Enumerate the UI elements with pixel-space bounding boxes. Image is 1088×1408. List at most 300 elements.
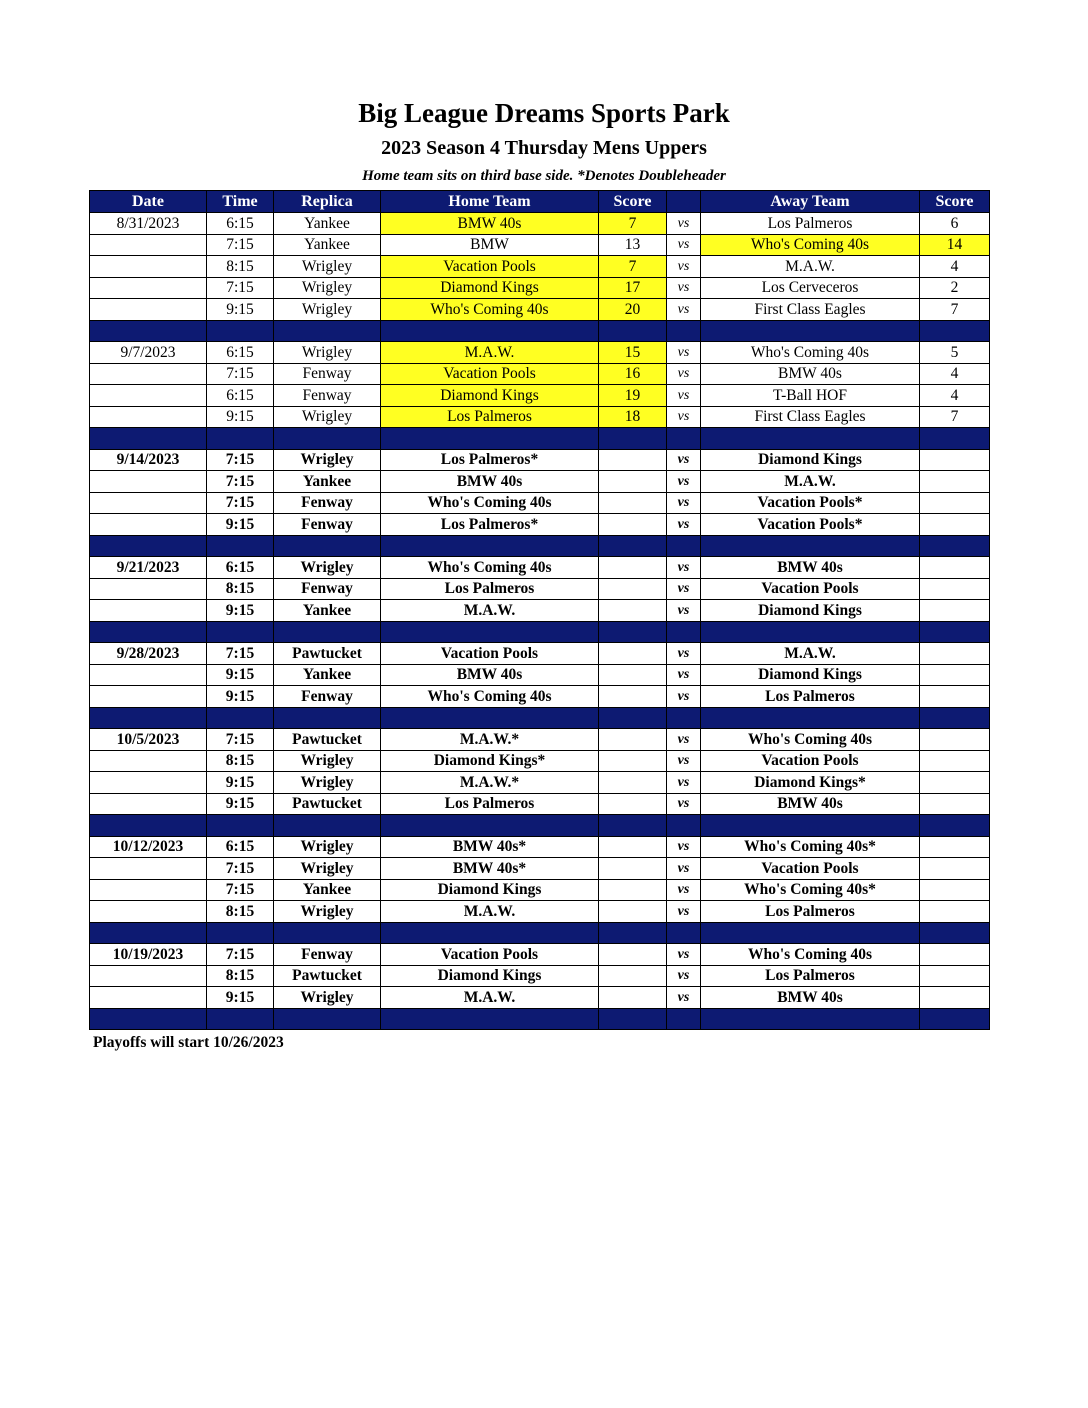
time-cell: 9:15 [207,664,274,686]
vs-cell: vs [667,277,701,299]
separator-cell [599,320,667,342]
away-team-cell: Who's Coming 40s* [701,879,920,901]
schedule-table [89,190,990,1030]
time-cell: 7:15 [207,234,274,256]
table-row [90,299,990,321]
time-cell: 7:15 [207,363,274,385]
home-team-cell: Los Palmeros* [381,514,599,536]
away-team-cell: BMW 40s [701,793,920,815]
separator-cell [599,922,667,944]
replica-cell: Yankee [274,234,381,256]
separator-cell [920,320,990,342]
time-cell: 8:15 [207,965,274,987]
home-team-cell: M.A.W. [381,600,599,622]
page-title: Big League Dreams Sports Park [358,98,730,128]
separator-cell [90,320,207,342]
date-cell [90,686,207,708]
home-team-cell: Diamond Kings [381,879,599,901]
time-cell: 6:15 [207,557,274,579]
replica-cell: Fenway [274,578,381,600]
replica-cell: Yankee [274,664,381,686]
table-row [90,514,990,536]
vs-cell: vs [667,686,701,708]
separator-cell [207,815,274,837]
replica-cell: Yankee [274,879,381,901]
table-header-row [90,191,990,213]
replica-cell: Wrigley [274,277,381,299]
home-score-cell [599,557,667,579]
separator-cell [207,621,274,643]
home-team-cell: Diamond Kings* [381,750,599,772]
home-score-cell [599,492,667,514]
separator-cell [920,428,990,450]
away-score-cell [920,858,990,880]
time-cell: 9:15 [207,600,274,622]
away-score-cell [920,514,990,536]
week-separator-row [90,428,990,450]
separator-cell [207,922,274,944]
time-cell: 9:15 [207,299,274,321]
time-cell: 7:15 [207,879,274,901]
separator-cell [599,707,667,729]
home-score-cell [599,836,667,858]
date-cell [90,256,207,278]
table-row [90,944,990,966]
table-row [90,578,990,600]
replica-cell: Wrigley [274,901,381,923]
home-team-cell: Los Palmeros [381,406,599,428]
away-score-cell: 4 [920,385,990,407]
vs-cell: vs [667,299,701,321]
date-cell: 9/28/2023 [90,643,207,665]
home-score-cell [599,987,667,1009]
home-score-cell [599,965,667,987]
away-team-cell: M.A.W. [701,643,920,665]
vs-cell: vs [667,879,701,901]
col-header-vs [667,191,701,213]
replica-cell: Pawtucket [274,643,381,665]
home-team-cell: Los Palmeros [381,578,599,600]
home-team-cell: Vacation Pools [381,363,599,385]
time-cell: 8:15 [207,901,274,923]
date-cell: 9/14/2023 [90,449,207,471]
time-cell: 9:15 [207,686,274,708]
separator-cell [274,428,381,450]
vs-cell: vs [667,664,701,686]
separator-cell [90,815,207,837]
home-score-cell [599,858,667,880]
date-cell [90,987,207,1009]
replica-cell: Pawtucket [274,729,381,751]
away-score-cell [920,750,990,772]
away-team-cell: Vacation Pools [701,750,920,772]
home-score-cell: 18 [599,406,667,428]
vs-cell: vs [667,965,701,987]
table-row [90,342,990,364]
table-row [90,879,990,901]
home-team-cell: BMW [381,234,599,256]
separator-cell [667,1008,701,1030]
week-separator-row [90,815,990,837]
away-team-cell: T-Ball HOF [701,385,920,407]
table-row [90,836,990,858]
vs-cell: vs [667,342,701,364]
home-score-cell: 7 [599,213,667,235]
week-separator-row [90,535,990,557]
date-cell [90,901,207,923]
vs-cell: vs [667,234,701,256]
separator-cell [667,815,701,837]
home-team-cell: M.A.W. [381,342,599,364]
replica-cell: Yankee [274,600,381,622]
away-score-cell: 4 [920,363,990,385]
separator-cell [599,815,667,837]
separator-cell [381,815,599,837]
separator-cell [274,815,381,837]
separator-cell [920,621,990,643]
page-subtitle: 2023 Season 4 Thursday Mens Uppers [381,137,707,159]
table-row [90,385,990,407]
table-row [90,729,990,751]
table-row [90,363,990,385]
vs-cell: vs [667,729,701,751]
home-team-cell: BMW 40s* [381,858,599,880]
away-score-cell: 14 [920,234,990,256]
separator-cell [701,1008,920,1030]
table-row [90,664,990,686]
vs-cell: vs [667,385,701,407]
separator-cell [701,535,920,557]
home-score-cell: 15 [599,342,667,364]
vs-cell: vs [667,600,701,622]
away-team-cell: BMW 40s [701,363,920,385]
replica-cell: Wrigley [274,406,381,428]
away-score-cell [920,492,990,514]
home-team-cell: Who's Coming 40s [381,492,599,514]
separator-cell [207,707,274,729]
separator-cell [701,707,920,729]
table-row [90,858,990,880]
away-score-cell: 4 [920,256,990,278]
separator-cell [274,922,381,944]
separator-cell [701,621,920,643]
col-header-away-team: Away Team [701,191,920,213]
separator-cell [207,320,274,342]
away-team-cell: Who's Coming 40s [701,234,920,256]
replica-cell: Fenway [274,686,381,708]
separator-cell [667,707,701,729]
vs-cell: vs [667,643,701,665]
vs-cell: vs [667,492,701,514]
date-cell [90,578,207,600]
home-team-cell: Diamond Kings [381,277,599,299]
separator-cell [274,1008,381,1030]
date-cell [90,750,207,772]
time-cell: 9:15 [207,772,274,794]
home-score-cell: 13 [599,234,667,256]
time-cell: 7:15 [207,944,274,966]
date-cell [90,406,207,428]
time-cell: 6:15 [207,342,274,364]
home-team-cell: Vacation Pools [381,643,599,665]
vs-cell: vs [667,449,701,471]
time-cell: 7:15 [207,449,274,471]
away-score-cell [920,600,990,622]
home-team-cell: BMW 40s [381,664,599,686]
replica-cell: Fenway [274,363,381,385]
date-cell [90,664,207,686]
separator-cell [920,922,990,944]
replica-cell: Wrigley [274,836,381,858]
separator-cell [274,707,381,729]
vs-cell: vs [667,858,701,880]
home-score-cell [599,772,667,794]
vs-cell: vs [667,901,701,923]
date-cell [90,965,207,987]
home-team-cell: BMW 40s [381,213,599,235]
away-score-cell [920,578,990,600]
home-score-cell: 17 [599,277,667,299]
home-score-cell [599,514,667,536]
vs-cell: vs [667,836,701,858]
separator-cell [667,621,701,643]
table-row [90,772,990,794]
vs-cell: vs [667,944,701,966]
away-team-cell: Los Palmeros [701,213,920,235]
table-row [90,643,990,665]
vs-cell: vs [667,363,701,385]
home-team-cell: M.A.W.* [381,772,599,794]
time-cell: 6:15 [207,213,274,235]
date-cell: 8/31/2023 [90,213,207,235]
separator-cell [667,535,701,557]
away-team-cell: Vacation Pools [701,578,920,600]
away-team-cell: M.A.W. [701,256,920,278]
away-score-cell [920,471,990,493]
separator-cell [701,428,920,450]
away-team-cell: Diamond Kings [701,600,920,622]
separator-cell [381,707,599,729]
home-team-cell: Diamond Kings [381,385,599,407]
home-score-cell [599,793,667,815]
date-cell [90,277,207,299]
separator-cell [599,535,667,557]
replica-cell: Wrigley [274,557,381,579]
separator-cell [920,1008,990,1030]
home-score-cell [599,686,667,708]
away-team-cell: First Class Eagles [701,406,920,428]
time-cell: 8:15 [207,750,274,772]
away-team-cell: Los Palmeros [701,901,920,923]
date-cell [90,858,207,880]
table-row [90,492,990,514]
date-cell [90,363,207,385]
away-score-cell [920,944,990,966]
replica-cell: Fenway [274,492,381,514]
home-team-cell: M.A.W. [381,987,599,1009]
table-row [90,256,990,278]
away-score-cell [920,729,990,751]
away-team-cell: Vacation Pools [701,858,920,880]
separator-cell [207,535,274,557]
home-score-cell [599,944,667,966]
date-cell: 10/12/2023 [90,836,207,858]
away-team-cell: Diamond Kings [701,664,920,686]
table-row [90,213,990,235]
col-header-away-score: Score [920,191,990,213]
home-score-cell: 7 [599,256,667,278]
replica-cell: Fenway [274,514,381,536]
col-header-home-score: Score [599,191,667,213]
date-cell [90,492,207,514]
table-row [90,406,990,428]
replica-cell: Wrigley [274,772,381,794]
replica-cell: Wrigley [274,858,381,880]
date-cell: 10/5/2023 [90,729,207,751]
date-cell: 9/7/2023 [90,342,207,364]
home-team-cell: Vacation Pools [381,256,599,278]
table-row [90,449,990,471]
separator-cell [701,815,920,837]
vs-cell: vs [667,557,701,579]
separator-cell [90,621,207,643]
away-score-cell: 7 [920,406,990,428]
playoffs-note: Playoffs will start 10/26/2023 [93,1034,284,1051]
away-team-cell: Diamond Kings* [701,772,920,794]
separator-cell [207,1008,274,1030]
separator-cell [90,922,207,944]
date-cell: 9/21/2023 [90,557,207,579]
col-header-home-team: Home Team [381,191,599,213]
date-cell [90,514,207,536]
home-team-cell: Vacation Pools [381,944,599,966]
separator-cell [381,621,599,643]
home-team-cell: M.A.W.* [381,729,599,751]
away-team-cell: Vacation Pools* [701,492,920,514]
away-team-cell: Vacation Pools* [701,514,920,536]
table-row [90,234,990,256]
away-team-cell: Diamond Kings [701,449,920,471]
home-score-cell [599,879,667,901]
date-cell [90,793,207,815]
time-cell: 6:15 [207,385,274,407]
date-cell: 10/19/2023 [90,944,207,966]
separator-cell [920,815,990,837]
separator-cell [90,428,207,450]
separator-cell [381,428,599,450]
away-team-cell: Who's Coming 40s [701,944,920,966]
table-row [90,277,990,299]
away-score-cell [920,557,990,579]
table-row [90,793,990,815]
table-row [90,965,990,987]
separator-cell [381,922,599,944]
away-score-cell [920,836,990,858]
separator-cell [701,320,920,342]
away-score-cell [920,686,990,708]
time-cell: 7:15 [207,858,274,880]
home-score-cell [599,729,667,751]
week-separator-row [90,707,990,729]
time-cell: 7:15 [207,277,274,299]
vs-cell: vs [667,256,701,278]
separator-cell [667,428,701,450]
away-score-cell [920,664,990,686]
separator-cell [207,428,274,450]
away-score-cell [920,772,990,794]
time-cell: 9:15 [207,793,274,815]
date-cell [90,299,207,321]
away-team-cell: Who's Coming 40s [701,342,920,364]
time-cell: 9:15 [207,987,274,1009]
replica-cell: Pawtucket [274,965,381,987]
away-team-cell: BMW 40s [701,987,920,1009]
home-score-cell: 19 [599,385,667,407]
away-score-cell: 7 [920,299,990,321]
date-cell [90,234,207,256]
separator-cell [90,1008,207,1030]
replica-cell: Wrigley [274,987,381,1009]
date-cell [90,772,207,794]
vs-cell: vs [667,406,701,428]
away-score-cell [920,449,990,471]
replica-cell: Pawtucket [274,793,381,815]
away-team-cell: BMW 40s [701,557,920,579]
away-score-cell [920,643,990,665]
home-score-cell [599,664,667,686]
time-cell: 9:15 [207,406,274,428]
away-team-cell: M.A.W. [701,471,920,493]
home-team-cell: Who's Coming 40s [381,299,599,321]
replica-cell: Wrigley [274,449,381,471]
home-score-cell [599,471,667,493]
home-score-cell: 20 [599,299,667,321]
replica-cell: Yankee [274,471,381,493]
separator-cell [667,320,701,342]
time-cell: 6:15 [207,836,274,858]
week-separator-row [90,621,990,643]
away-score-cell [920,965,990,987]
home-team-cell: BMW 40s* [381,836,599,858]
home-team-cell: Who's Coming 40s [381,557,599,579]
time-cell: 7:15 [207,492,274,514]
date-cell [90,600,207,622]
vs-cell: vs [667,514,701,536]
separator-cell [701,922,920,944]
separator-cell [920,707,990,729]
home-team-cell: Los Palmeros* [381,449,599,471]
date-cell [90,471,207,493]
table-row [90,471,990,493]
replica-cell: Fenway [274,944,381,966]
table-row [90,901,990,923]
time-cell: 7:15 [207,729,274,751]
week-separator-row [90,1008,990,1030]
away-score-cell: 6 [920,213,990,235]
home-score-cell [599,449,667,471]
replica-cell: Wrigley [274,750,381,772]
col-header-date: Date [90,191,207,213]
home-score-cell [599,901,667,923]
separator-cell [381,320,599,342]
vs-cell: vs [667,471,701,493]
table-row [90,750,990,772]
home-score-cell [599,750,667,772]
separator-cell [381,535,599,557]
home-team-cell: Los Palmeros [381,793,599,815]
separator-cell [274,621,381,643]
away-score-cell: 2 [920,277,990,299]
